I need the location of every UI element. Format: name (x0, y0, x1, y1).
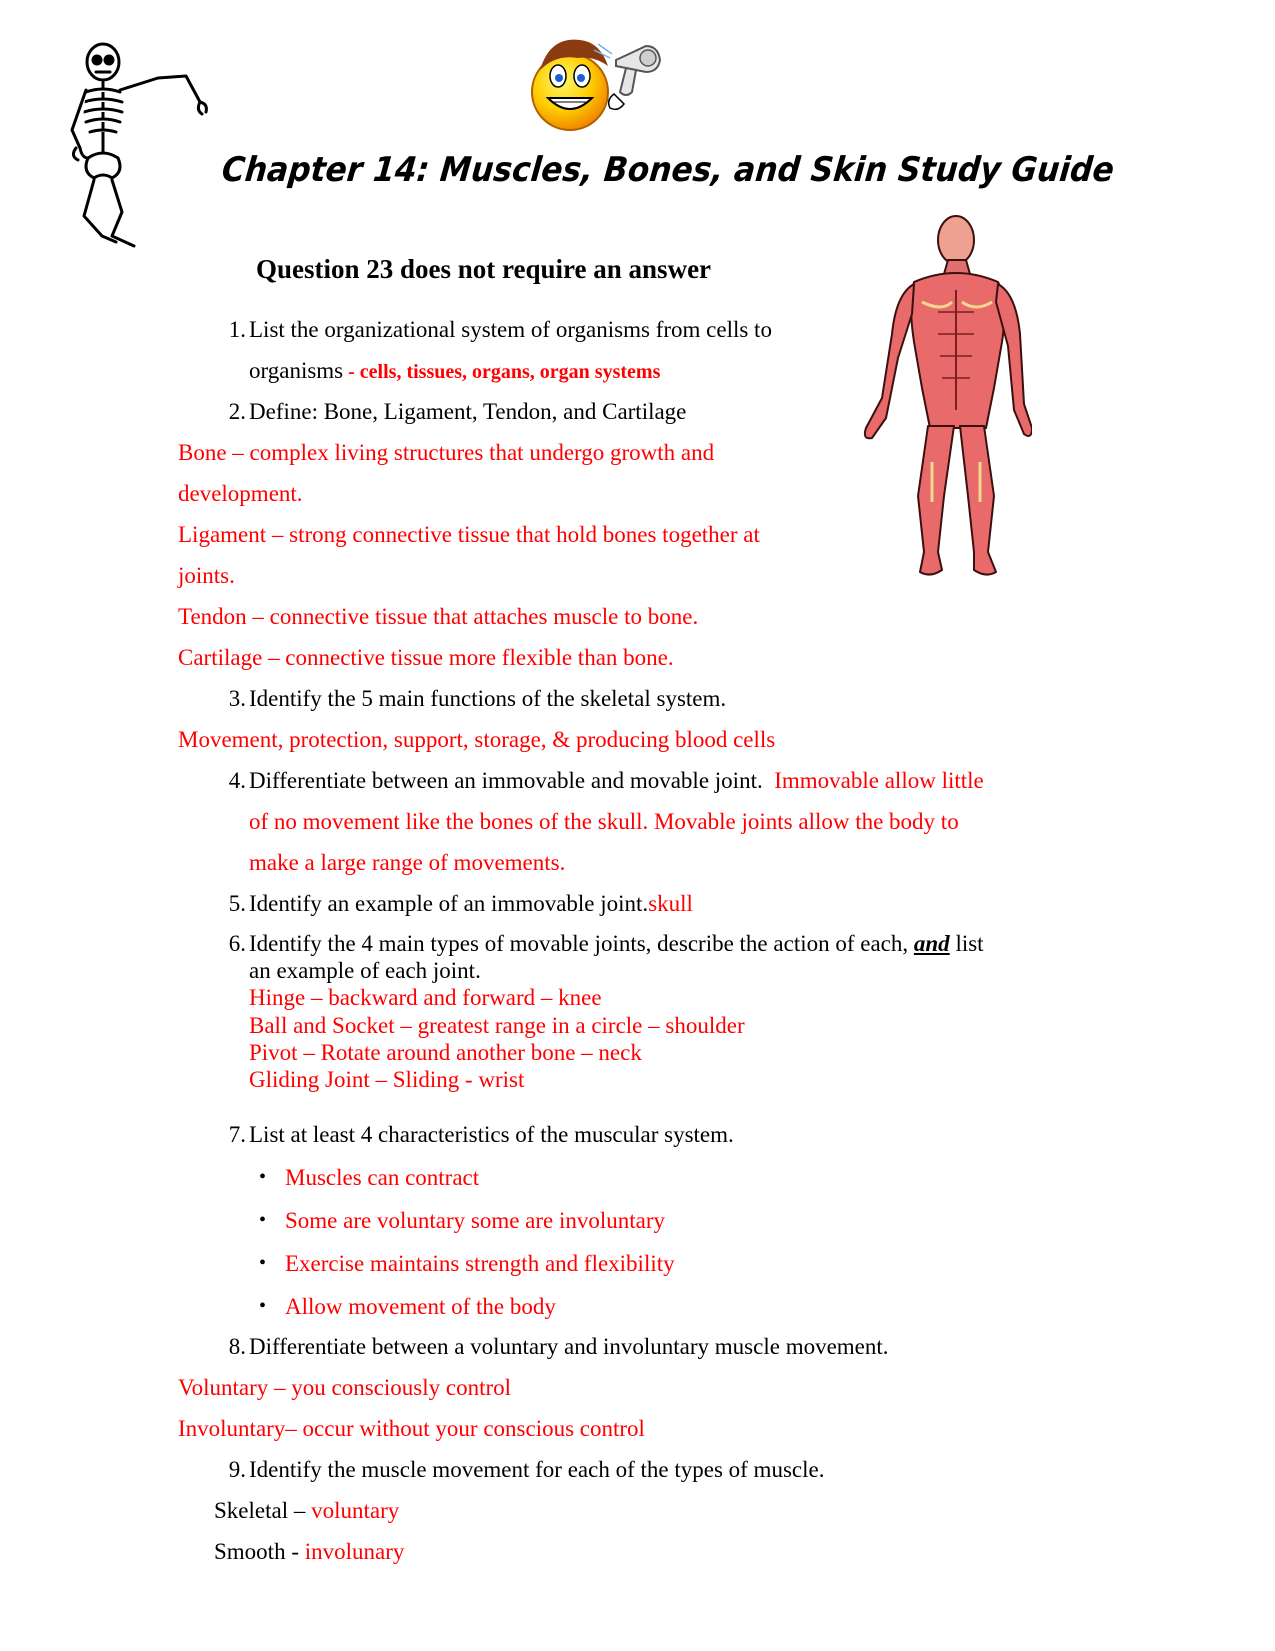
question-number: 9. (228, 1457, 246, 1482)
answer-text: Immovable allow little (774, 768, 984, 793)
answer-joint-type: Hinge – backward and forward – knee (249, 985, 602, 1010)
subtitle: Question 23 does not require an answer (256, 254, 712, 284)
answer-ligament-line-1: Ligament – strong connective tissue that hold bones together at (178, 522, 760, 547)
question-1-line-2 (249, 357, 660, 386)
question-text: List the organizational system of organisms from cells to (249, 317, 772, 342)
question-text: Identify the 4 main types of movable joints, describe the action of each, (249, 931, 909, 956)
question-text: Identify the 5 main functions of the skeletal system. (249, 686, 727, 711)
answer-joint-line-2: of no movement like the bones of the skull. Movable joints allow the body to (249, 809, 959, 834)
question-text: Differentiate between an immovable and movable joint. (249, 768, 763, 793)
question-number: 1. (228, 317, 246, 342)
answer-joint-line-3: make a large range of movements. (249, 850, 566, 875)
emphasis-and: and (913, 931, 950, 956)
question-text: list (955, 931, 984, 956)
question-text: Differentiate between a voluntary and involuntary muscle movement. (249, 1334, 889, 1359)
answer-skeletal-muscle: Skeletal – voluntary (214, 1498, 400, 1523)
question-number: 3. (228, 686, 246, 711)
page-title: Chapter 14: Muscles, Bones, and Skin Study Guide (220, 150, 1116, 190)
question-text: Define: Bone, Ligament, Tendon, and Cartilage (249, 399, 687, 424)
answer-skeletal-functions: Movement, protection, support, storage, & producing blood cells (178, 727, 776, 752)
answer-text: skull (648, 891, 693, 916)
skeleton-image (58, 40, 218, 252)
answer-involuntary: Involuntary– occur without your conscious control (178, 1416, 645, 1441)
answer-joint-type: Ball and Socket – greatest range in a circle – shoulder (249, 1013, 745, 1038)
question-number: 7. (228, 1122, 246, 1147)
question-6-line-2: an example of each joint. (249, 958, 481, 983)
question-text: List at least 4 characteristics of the muscular system. (249, 1122, 734, 1147)
answer-voluntary: Voluntary – you consciously control (178, 1375, 512, 1400)
question-number: 4. (228, 768, 246, 793)
answer-cartilage: Cartilage – connective tissue more flexible than bone. (178, 645, 674, 670)
answer-ligament-line-2: joints. (178, 563, 235, 588)
answer-text: - cells, tissues, organs, organ systems (343, 361, 661, 383)
answer-tendon: Tendon – connective tissue that attaches muscle to bone. (178, 604, 699, 629)
question-number: 2. (228, 399, 246, 424)
bullet-icon: • (259, 1252, 267, 1274)
muscle-man-image (852, 212, 1032, 584)
question-number: 5. (228, 891, 246, 916)
question-text: Identify an example of an immovable joint. (249, 891, 649, 916)
bullet-icon: • (259, 1166, 267, 1188)
question-text: Identify the muscle movement for each of the types of muscle. (249, 1457, 825, 1482)
bullet-icon: • (259, 1209, 267, 1231)
question-number: 6. (228, 931, 246, 956)
smiley-image (528, 34, 663, 134)
question-text: organisms (249, 358, 344, 383)
question-number: 8. (228, 1334, 246, 1359)
answer-joint-type: Pivot – Rotate around another bone – neck (249, 1040, 642, 1065)
answer-smooth-muscle: Smooth - involunary (214, 1539, 405, 1564)
answer-bone-line-2: development. (178, 481, 303, 506)
answer-bone-line-1: Bone – complex living structures that undergo growth and (178, 440, 715, 465)
bullet-icon: • (259, 1295, 267, 1317)
answer-joint-type: Gliding Joint – Sliding - wrist (249, 1067, 525, 1092)
